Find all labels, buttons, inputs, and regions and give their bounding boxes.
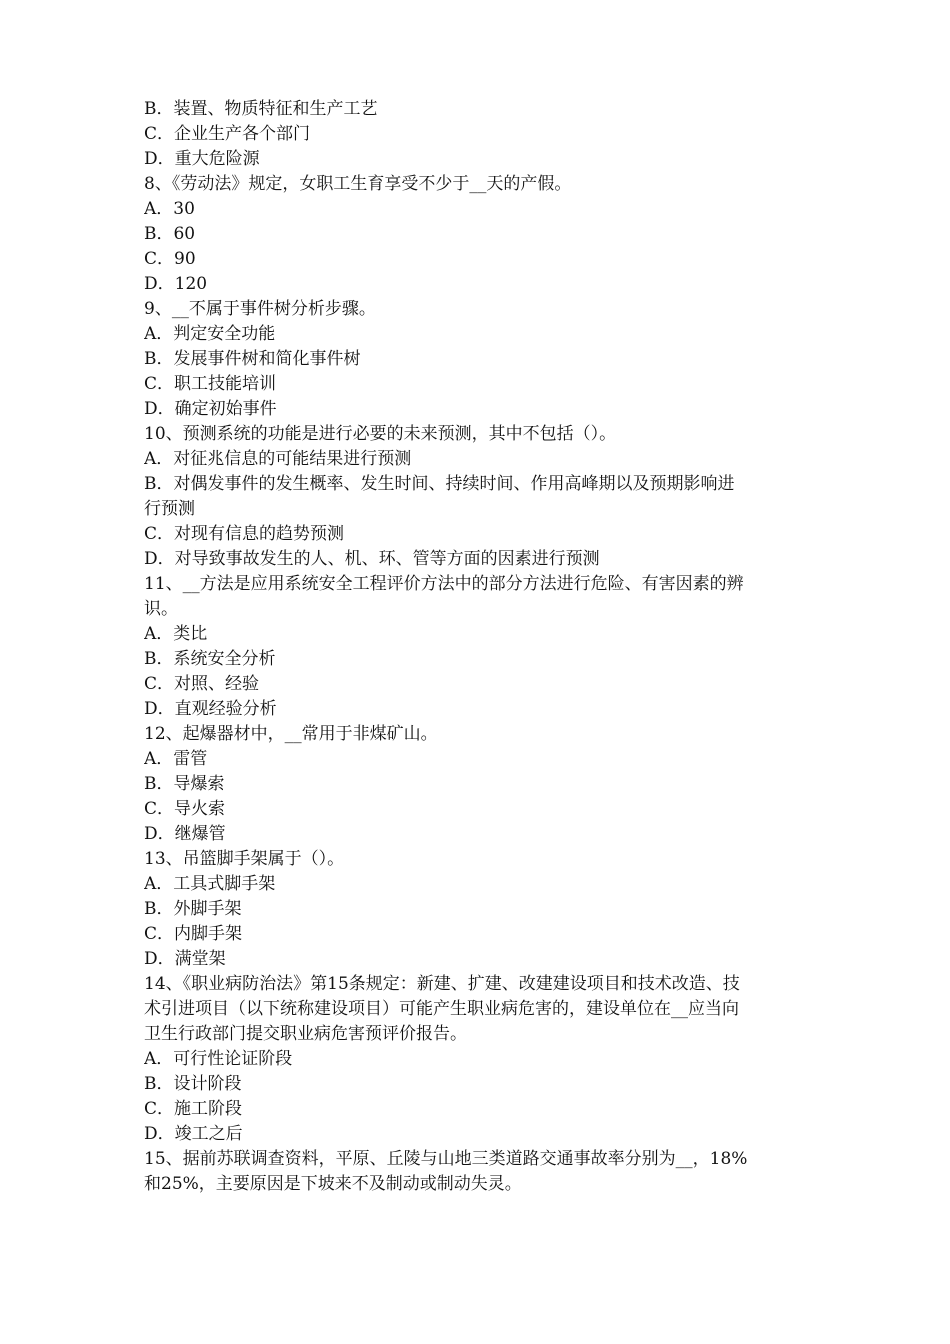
question-text: 14、《职业病防治法》第15条规定：新建、扩建、改建建设项目和技术改造、技 bbox=[144, 974, 740, 994]
text-line: B．外脚手架 bbox=[144, 899, 242, 919]
question-text: 识。 bbox=[144, 599, 178, 619]
text-line: A．对征兆信息的可能结果进行预测 bbox=[144, 449, 412, 469]
question-text: 15、据前苏联调查资料，平原、丘陵与山地三类道路交通事故率分别为__，18% bbox=[144, 1149, 748, 1169]
question-text: 术引进项目（以下统称建设项目）可能产生职业病危害的，建设单位在__应当向 bbox=[144, 999, 739, 1019]
question-text: 12、起爆器材中，__常用于非煤矿山。 bbox=[144, 724, 438, 744]
document-page bbox=[144, 97, 812, 1197]
text-line: B．导爆索 bbox=[144, 774, 225, 794]
text-line: D．确定初始事件 bbox=[144, 399, 277, 419]
text-line: B．系统安全分析 bbox=[144, 649, 276, 669]
text-line: D．重大危险源 bbox=[144, 149, 260, 169]
text-line: D．直观经验分析 bbox=[144, 699, 277, 719]
text-line: A．30 bbox=[144, 199, 195, 219]
text-line: A．雷管 bbox=[144, 749, 208, 769]
text-line: C．90 bbox=[144, 249, 196, 269]
question-text: 9、__不属于事件树分析步骤。 bbox=[144, 299, 376, 319]
text-line: D．满堂架 bbox=[144, 949, 226, 969]
text-line: 行预测 bbox=[144, 499, 195, 519]
text-line: C．内脚手架 bbox=[144, 924, 243, 944]
text-line: A．工具式脚手架 bbox=[144, 874, 276, 894]
question-text: 8、《劳动法》规定，女职工生育享受不少于__天的产假。 bbox=[144, 174, 572, 194]
text-line: C．对照、经验 bbox=[144, 674, 260, 694]
text-line: A．可行性论证阶段 bbox=[144, 1049, 293, 1069]
text-line: B．对偶发事件的发生概率、发生时间、持续时间、作用高峰期以及预期影响进 bbox=[144, 474, 735, 494]
text-line: A．类比 bbox=[144, 624, 208, 644]
text-line: A．判定安全功能 bbox=[144, 324, 276, 344]
text-line: D．120 bbox=[144, 274, 208, 294]
question-text: 10、预测系统的功能是进行必要的未来预测，其中不包括（）。 bbox=[144, 424, 617, 444]
question-text: 13、吊篮脚手架属于（）。 bbox=[144, 849, 345, 869]
text-line: C．企业生产各个部门 bbox=[144, 124, 311, 144]
text-line: D．对导致事故发生的人、机、环、管等方面的因素进行预测 bbox=[144, 549, 600, 569]
text-line: B．装置、物质特征和生产工艺 bbox=[144, 99, 378, 119]
text-line: D．继爆管 bbox=[144, 824, 226, 844]
text-line: B．发展事件树和简化事件树 bbox=[144, 349, 361, 369]
question-text: 和25%，主要原因是下坡来不及制动或制动失灵。 bbox=[144, 1174, 522, 1194]
text-line: C．职工技能培训 bbox=[144, 374, 277, 394]
question-text: 11、__方法是应用系统安全工程评价方法中的部分方法进行危险、有害因素的辨 bbox=[144, 574, 744, 594]
text-line: C．导火索 bbox=[144, 799, 226, 819]
text-line: B．60 bbox=[144, 224, 196, 244]
text-line: B．设计阶段 bbox=[144, 1074, 242, 1094]
question-text: 卫生行政部门提交职业病危害预评价报告。 bbox=[144, 1024, 467, 1044]
text-line: C．对现有信息的趋势预测 bbox=[144, 524, 345, 544]
text-line: D．竣工之后 bbox=[144, 1124, 243, 1144]
text-line: C．施工阶段 bbox=[144, 1099, 243, 1119]
